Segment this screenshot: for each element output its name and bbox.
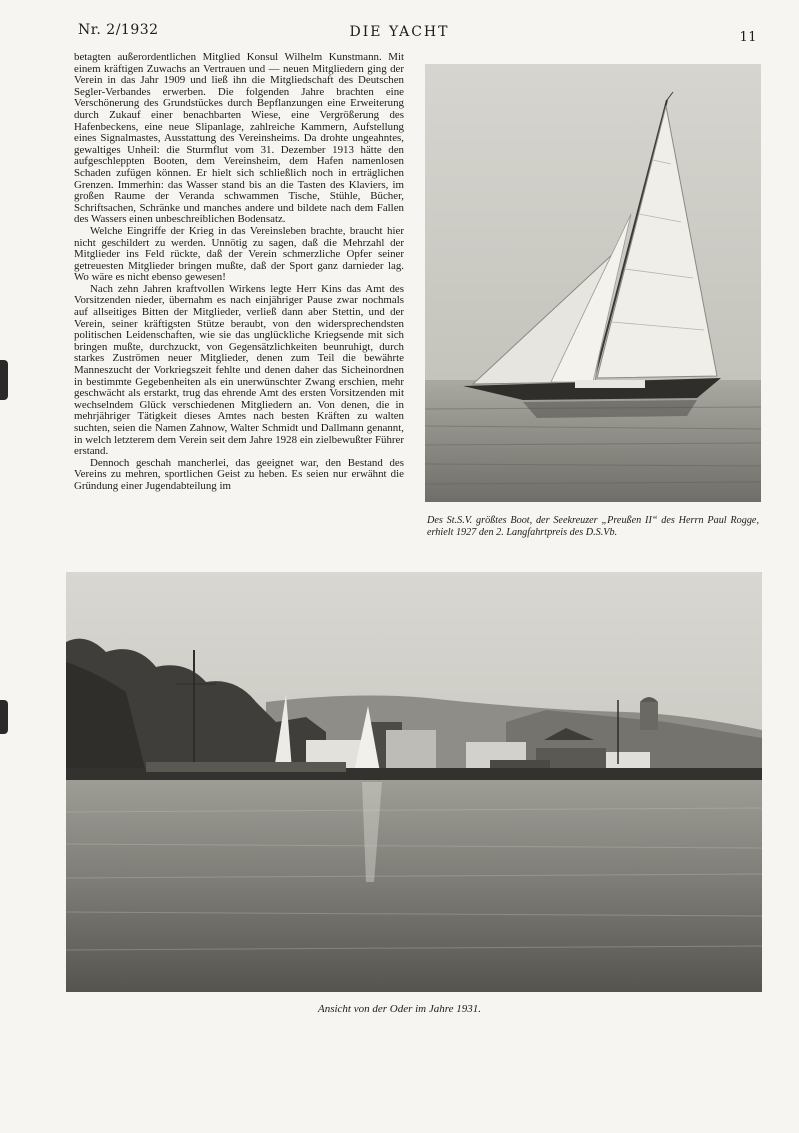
oder-view-caption: Ansicht von der Oder im Jahre 1931. xyxy=(317,1003,482,1015)
binding-hole-bottom xyxy=(0,700,8,734)
page-number: 11 xyxy=(739,30,757,45)
paragraph: Nach zehn Jahren kraftvollen Wirkens legte Herr Kins das Amt des Vorsitzenden nieder, übernahm es nach einjähriger Pause zwar nochmals auf allseitiges Bitten der Mitglieder, verließ dann aber Stettin, und der Verein, seiner kräftigsten Stütze beraubt, von den widersprechendsten politischen Leidenschaften, wie sie das unglückliche Kriegsende mit sich bringen mußte, durchzuckt, von Gegensätzlichkeiten beunruhigt, durch starkes Zuströmen neuer Mitglieder, denen zum Teil die bewährte Manneszucht der Vorkriegszeit fehlte und denen daher das Sicheinordnen in bestimmte Gegebenheiten als ein unerwünschter Zwang erschien, mehr geschwächt als erstarkt, trug das ehrende Amt des ersten Vorsitzenden mit wechselndem Glück verschiedenen Mitgliedern an. Von denen, die in mehrjähriger Tätigkeit dieses Amtes nach besten Kräften zu walten suchten, seien die Namen Zahnow, Walter Schmidt und Dallmann genannt, in welch letzterem dem Verein seit dem Jahre 1928 ein zielbewußter Führer erstand. xyxy=(74,282,404,458)
article-column xyxy=(74,52,404,493)
issue-number: Nr. 2/1932 xyxy=(78,22,159,38)
paragraph: betagten außerordentlichen Mitglied Konsul Wilhelm Kunstmann. Mit einem kräftigen Zuwachs an Vertrauen und — neuen Mitgliedern ging der Verein in das Jahr 1909 und ließ ihn die Mitgliedschaft des Deutschen Segler-Verbandes erwerben. Die folgenden Jahre brachten eine Verschönerung des Grundstückes durch Bepflanzungen eine Erweiterung durch Zukauf einer benachbarten Wiese, eine Vergrößerung des Hafenbeckens, eine neue Slipanlage, zahlreiche Kammern, Aufstellung eines Signalmastes, Ausstattung des Vereinsheims. Da drohte ungeahntes, gewaltiges Unheil: die Sturmflut vom 31. Dezember 1913 hätte den aufgeschleppten Booten, dem Vereinsheim, dem Hafen namenlosen Schaden zufügen können. Er hielt sich schließlich noch in erträglichen Grenzen. Immerhin: das Wasser stand bis an die Tasten des Klaviers, im großen Raume der Veranda schwammen Tische, Stühle, Bücher, Schriftsachen, Schränke und manches andere und bildete nach dem Fallen des Wassers einen unbeschreiblichen Bodensatz. xyxy=(74,51,404,226)
oder-view-photo xyxy=(66,572,762,992)
paragraph: Dennoch geschah mancherlei, das geeignet war, den Bestand des Vereins zu mehren, sportlichen Geist zu heben. Es seien nur erwähnt die Gründung einer Jugendabteilung im xyxy=(74,456,404,492)
binding-hole-top xyxy=(0,360,8,400)
paragraph: Welche Eingriffe der Krieg in das Vereinsleben brachte, braucht hier nicht geschildert zu werden. Unnötig zu sagen, daß die Mehrzahl der Mitglieder ins Feld rückte, daß der Verein schmerzliche Opfer seiner getreuesten Mitglieder bringen mußte, daß der Sport ganz darnieder lag. Wo wäre es nicht ebenso gewesen! xyxy=(74,224,404,284)
magazine-title: DIE YACHT xyxy=(349,24,450,40)
yacht-caption: Des St.S.V. größtes Boot, der Seekreuzer „Preußen II“ des Herrn Paul Rogge, erhielt 1927 den 2. Langfahrtpreis des D.S.Vb. xyxy=(427,515,759,539)
yacht-photo xyxy=(425,64,761,502)
